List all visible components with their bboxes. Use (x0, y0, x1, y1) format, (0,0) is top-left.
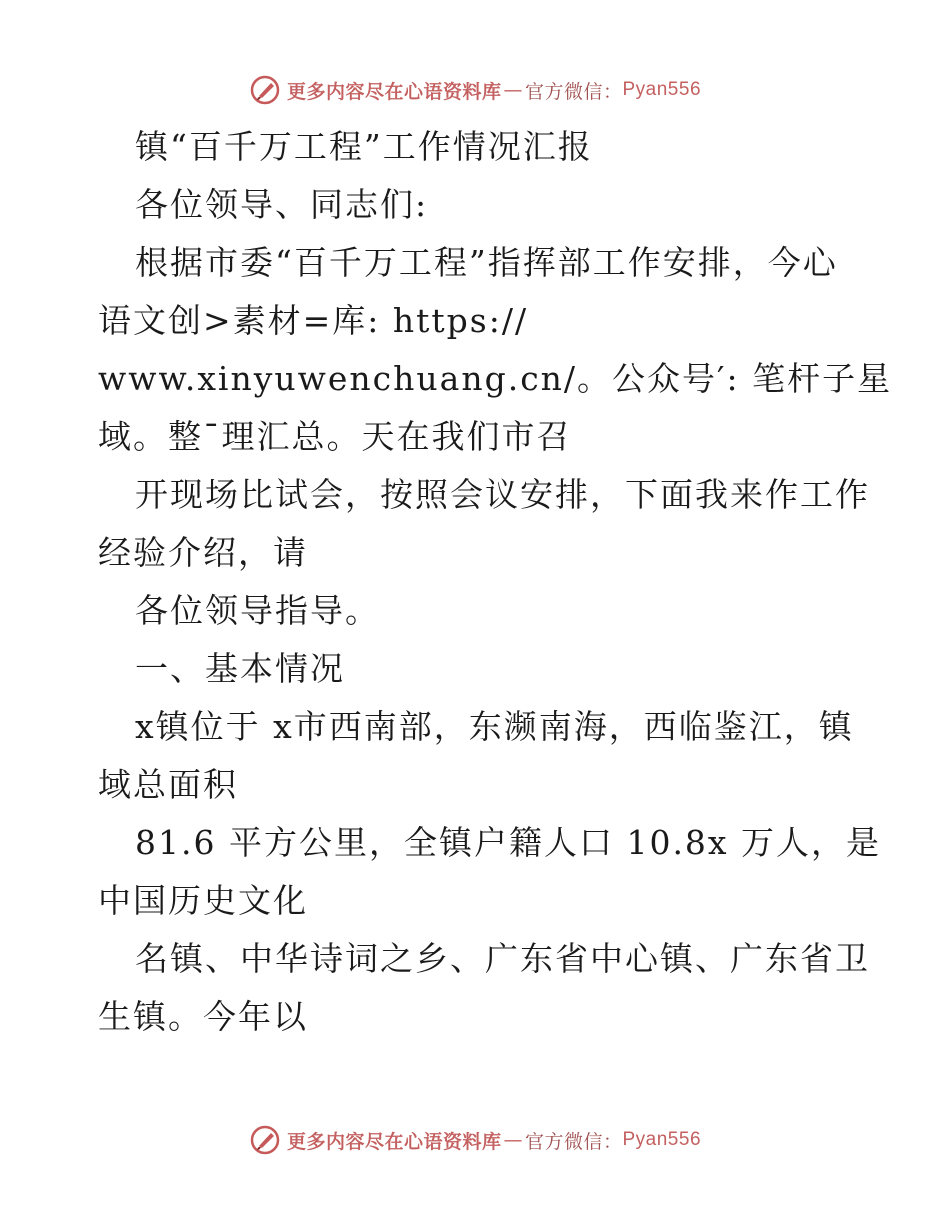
document-line: 开现场比试会，按照会议安排，下面我来作工作 (135, 475, 870, 514)
banner-wechat-id: Pyan556 (622, 1129, 702, 1150)
banner-brand-text: 更多内容尽在心语资料库 (286, 80, 502, 103)
banner-official-label: 官方微信： (524, 1130, 623, 1153)
brush-logo-icon (249, 74, 281, 106)
document-line: www.xinyuwenchuang.cn/。公众号′: 笔杆子星 (98, 359, 893, 398)
document-line: 生镇。今年以 (98, 997, 308, 1036)
document-line: 域总面积 (98, 765, 238, 804)
document-body (98, 118, 893, 1046)
banner-official-label: 官方微信： (524, 80, 623, 103)
header-watermark-banner (0, 70, 950, 110)
document-line: 语文创>素材=库: https:// (98, 301, 529, 340)
banner-dash: — (503, 1129, 523, 1151)
document-line: 镇“百千万工程”工作情况汇报 (135, 127, 593, 166)
document-line: 各位领导、同志们: (135, 185, 429, 224)
banner-wechat-id: Pyan556 (622, 79, 702, 100)
document-line: 81.6 平方公里，全镇户籍人口 10.8x 万人，是 (135, 823, 882, 862)
document-line: 根据市委“百千万工程”指挥部工作安排，今心 (135, 243, 838, 282)
document-line: 各位领导指导。 (135, 591, 380, 630)
banner-brand-text: 更多内容尽在心语资料库 (286, 1130, 502, 1153)
document-line: 中国历史文化 (98, 881, 308, 920)
document-line: 经验介绍，请 (98, 533, 308, 572)
document-line: x镇位于 x市西南部，东濒南海，西临鉴江，镇 (135, 707, 854, 746)
document-line: 域。整¯理汇总。天在我们市召 (98, 417, 572, 456)
document-line: 一、基本情况 (135, 649, 345, 688)
document-line: 名镇、中华诗词之乡、广东省中心镇、广东省卫 (135, 939, 870, 978)
footer-watermark-banner (0, 1120, 950, 1160)
banner-dash: — (503, 79, 523, 101)
brush-logo-icon (249, 1124, 281, 1156)
